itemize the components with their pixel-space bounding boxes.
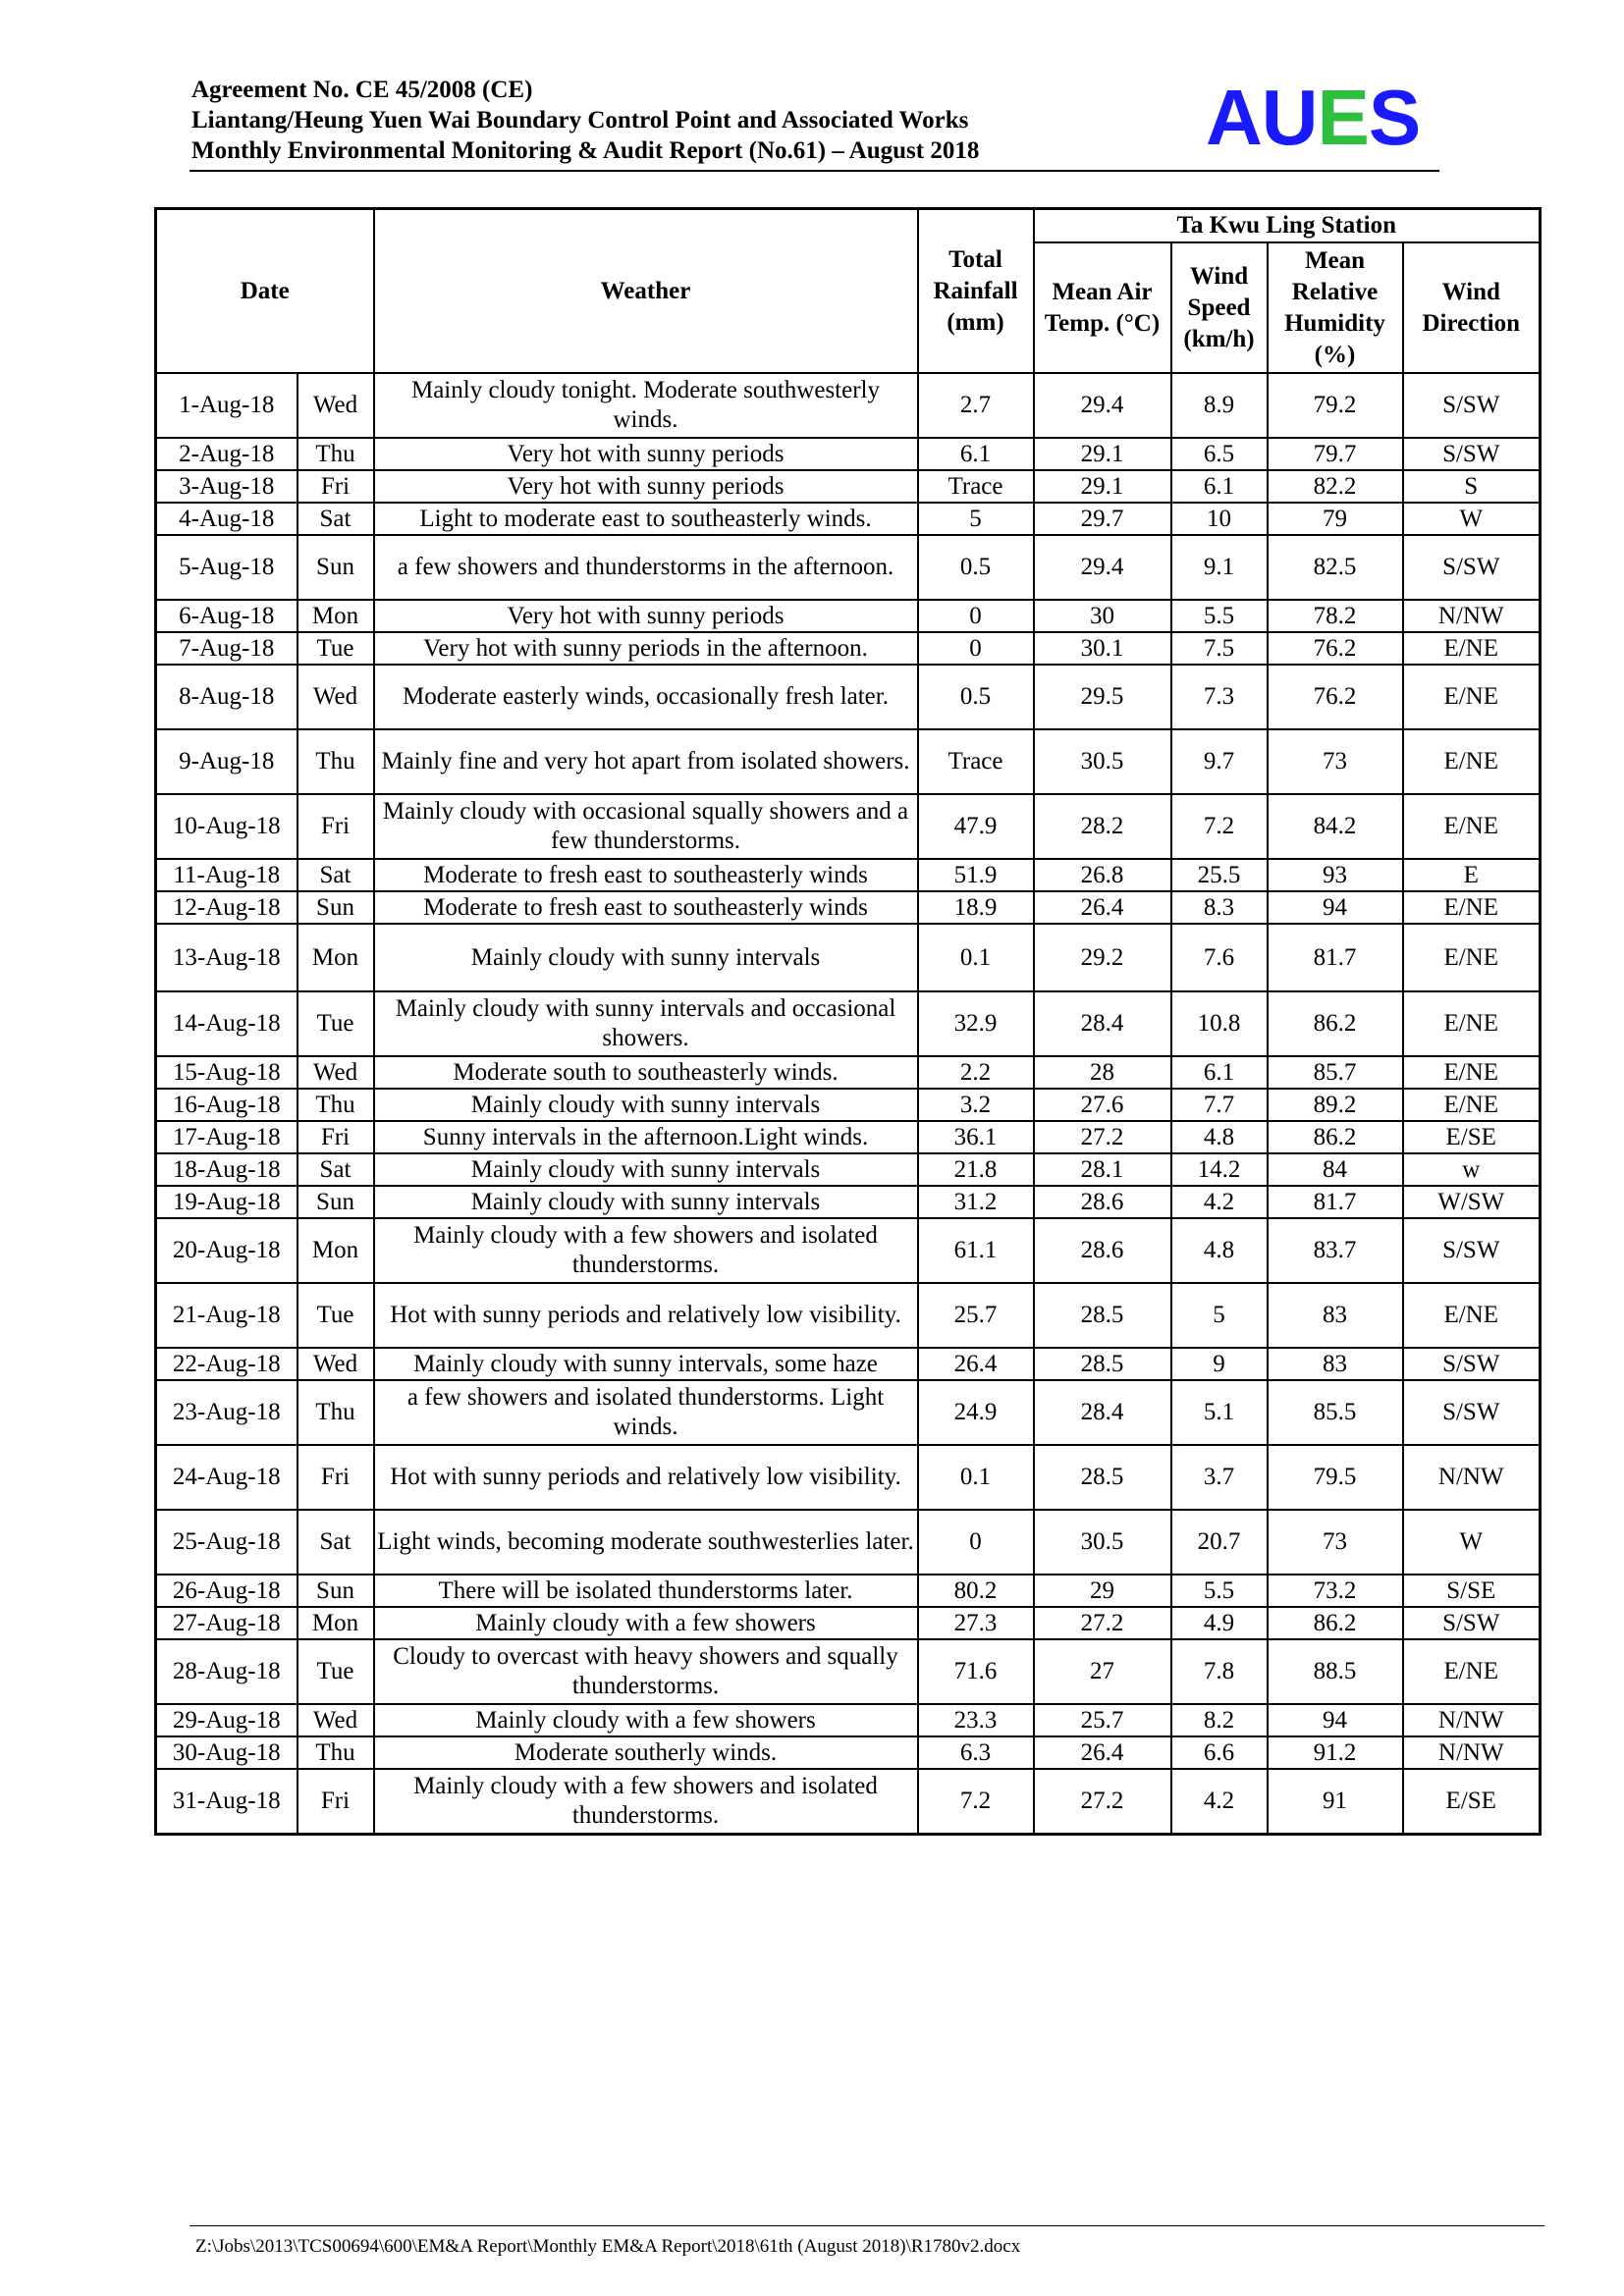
cell-wind-speed: 7.7 [1171,1089,1268,1121]
table-row [156,1186,1541,1218]
table-row [156,1121,1541,1153]
cell-rainfall: 61.1 [918,1218,1034,1283]
table-row [156,1380,1541,1445]
cell-wind-speed: 6.5 [1171,438,1268,470]
header-temp: Mean Air Temp. (°C) [1034,242,1171,373]
cell-wind-speed: 6.1 [1171,470,1268,503]
cell-rainfall: 36.1 [918,1121,1034,1153]
cell-weather: Very hot with sunny periods [374,470,918,503]
header-rainfall: Total Rainfall (mm) [918,209,1034,374]
cell-day: Thu [298,1380,374,1445]
cell-date: 9-Aug-18 [156,729,298,794]
cell-wind-direction: S/SW [1403,1607,1541,1639]
cell-wind-speed: 14.2 [1171,1153,1268,1186]
cell-day: Tue [298,1639,374,1704]
table-row [156,859,1541,891]
table-row [156,1283,1541,1348]
header-humidity: Mean Relative Humidity (%) [1268,242,1403,373]
cell-wind-direction: E/NE [1403,924,1541,991]
cell-date: 10-Aug-18 [156,794,298,859]
cell-temp: 27.2 [1034,1769,1171,1834]
cell-rainfall: 7.2 [918,1769,1034,1834]
table-row [156,891,1541,924]
cell-weather: Mainly cloudy with sunny intervals and occasional showers. [374,991,918,1056]
cell-temp: 25.7 [1034,1704,1171,1736]
cell-humidity: 83.7 [1268,1218,1403,1283]
cell-date: 1-Aug-18 [156,373,298,438]
cell-temp: 29 [1034,1575,1171,1607]
cell-wind-direction: E/NE [1403,991,1541,1056]
header-station: Ta Kwu Ling Station [1034,209,1541,243]
cell-temp: 28.4 [1034,1380,1171,1445]
cell-wind-direction: E/NE [1403,729,1541,794]
cell-humidity: 94 [1268,891,1403,924]
cell-weather: Very hot with sunny periods in the afternoon. [374,632,918,665]
cell-day: Thu [298,438,374,470]
cell-rainfall: 6.1 [918,438,1034,470]
table-row [156,438,1541,470]
cell-date: 23-Aug-18 [156,1380,298,1445]
cell-wind-speed: 4.2 [1171,1769,1268,1834]
cell-wind-direction: W [1403,503,1541,535]
cell-weather: Mainly cloudy with sunny intervals [374,1153,918,1186]
cell-day: Mon [298,1607,374,1639]
cell-wind-speed: 5.1 [1171,1380,1268,1445]
cell-humidity: 79.5 [1268,1445,1403,1510]
cell-rainfall: 6.3 [918,1736,1034,1769]
cell-temp: 26.8 [1034,859,1171,891]
cell-weather: There will be isolated thunderstorms later. [374,1575,918,1607]
cell-temp: 28.4 [1034,991,1171,1056]
cell-weather: Mainly cloudy with sunny intervals, some haze [374,1348,918,1380]
aues-logo: AUES [1206,74,1421,161]
table-row [156,1607,1541,1639]
cell-humidity: 73 [1268,1510,1403,1575]
cell-humidity: 76.2 [1268,632,1403,665]
table-row [156,991,1541,1056]
cell-rainfall: 0.1 [918,924,1034,991]
cell-date: 2-Aug-18 [156,438,298,470]
cell-temp: 28.1 [1034,1153,1171,1186]
cell-day: Mon [298,1218,374,1283]
cell-rainfall: 26.4 [918,1348,1034,1380]
cell-temp: 28.5 [1034,1348,1171,1380]
cell-rainfall: 0.5 [918,535,1034,600]
table-row [156,1704,1541,1736]
cell-date: 18-Aug-18 [156,1153,298,1186]
cell-wind-direction: S/SE [1403,1575,1541,1607]
cell-day: Sat [298,859,374,891]
cell-day: Sun [298,1575,374,1607]
cell-weather: Light winds, becoming moderate southwesterlies later. [374,1510,918,1575]
cell-wind-direction: W [1403,1510,1541,1575]
cell-day: Wed [298,665,374,729]
cell-rainfall: 0 [918,600,1034,632]
agreement-number: Agreement No. CE 45/2008 (CE) [191,77,533,103]
cell-date: 24-Aug-18 [156,1445,298,1510]
cell-date: 31-Aug-18 [156,1769,298,1834]
cell-weather: Moderate southerly winds. [374,1736,918,1769]
cell-date: 3-Aug-18 [156,470,298,503]
header-date: Date [156,209,374,374]
cell-date: 27-Aug-18 [156,1607,298,1639]
cell-weather: Moderate to fresh east to southeasterly winds [374,859,918,891]
cell-rainfall: 2.2 [918,1056,1034,1089]
cell-temp: 26.4 [1034,1736,1171,1769]
cell-humidity: 91.2 [1268,1736,1403,1769]
cell-date: 21-Aug-18 [156,1283,298,1348]
cell-weather: Moderate easterly winds, occasionally fresh later. [374,665,918,729]
header-weather: Weather [374,209,918,374]
cell-wind-speed: 4.9 [1171,1607,1268,1639]
cell-date: 12-Aug-18 [156,891,298,924]
cell-temp: 29.1 [1034,470,1171,503]
cell-wind-speed: 8.3 [1171,891,1268,924]
cell-wind-speed: 4.2 [1171,1186,1268,1218]
footer-file-path: Z:\Jobs\2013\TCS00694\600\EM&A Report\Monthly EM&A Report\2018\61th (August 2018)\R1780v2.docx [195,2236,1021,2257]
cell-wind-direction: N/NW [1403,1736,1541,1769]
cell-wind-direction: E/NE [1403,665,1541,729]
cell-wind-speed: 6.1 [1171,1056,1268,1089]
header-wind-direction: Wind Direction [1403,242,1541,373]
table-row [156,1769,1541,1834]
cell-wind-direction: N/NW [1403,1445,1541,1510]
cell-rainfall: 2.7 [918,373,1034,438]
cell-humidity: 81.7 [1268,1186,1403,1218]
table-row [156,665,1541,729]
cell-wind-direction: E/NE [1403,1056,1541,1089]
cell-wind-speed: 9.1 [1171,535,1268,600]
cell-temp: 28.6 [1034,1186,1171,1218]
cell-humidity: 82.5 [1268,535,1403,600]
cell-day: Thu [298,729,374,794]
cell-rainfall: 23.3 [918,1704,1034,1736]
cell-day: Fri [298,470,374,503]
table-row [156,729,1541,794]
cell-temp: 28.6 [1034,1218,1171,1283]
cell-temp: 29.2 [1034,924,1171,991]
cell-date: 16-Aug-18 [156,1089,298,1121]
cell-temp: 27 [1034,1639,1171,1704]
cell-humidity: 82.2 [1268,470,1403,503]
cell-rainfall: 71.6 [918,1639,1034,1704]
cell-temp: 27.2 [1034,1121,1171,1153]
cell-rainfall: 47.9 [918,794,1034,859]
cell-rainfall: 0.5 [918,665,1034,729]
cell-wind-speed: 6.6 [1171,1736,1268,1769]
cell-humidity: 79.2 [1268,373,1403,438]
cell-date: 22-Aug-18 [156,1348,298,1380]
cell-date: 28-Aug-18 [156,1639,298,1704]
cell-weather: Mainly cloudy with a few showers [374,1704,918,1736]
cell-wind-direction: N/NW [1403,600,1541,632]
cell-wind-direction: E/SE [1403,1769,1541,1834]
table-row [156,503,1541,535]
cell-weather: a few showers and thunderstorms in the afternoon. [374,535,918,600]
cell-humidity: 89.2 [1268,1089,1403,1121]
cell-rainfall: 21.8 [918,1153,1034,1186]
cell-wind-direction: E/NE [1403,1089,1541,1121]
cell-weather: Mainly cloudy with a few showers and isolated thunderstorms. [374,1769,918,1834]
table-row [156,1218,1541,1283]
cell-weather: Mainly fine and very hot apart from isolated showers. [374,729,918,794]
cell-temp: 29.5 [1034,665,1171,729]
cell-humidity: 78.2 [1268,600,1403,632]
table-row [156,1445,1541,1510]
table-row [156,1348,1541,1380]
weather-table [154,207,1542,1836]
cell-temp: 30.5 [1034,1510,1171,1575]
cell-day: Fri [298,1769,374,1834]
cell-temp: 27.2 [1034,1607,1171,1639]
cell-rainfall: 3.2 [918,1089,1034,1121]
cell-day: Thu [298,1089,374,1121]
cell-weather: Mainly cloudy with occasional squally showers and a few thunderstorms. [374,794,918,859]
table-row [156,535,1541,600]
cell-rainfall: 80.2 [918,1575,1034,1607]
cell-temp: 28.5 [1034,1445,1171,1510]
header-divider [189,170,1439,172]
cell-temp: 28.2 [1034,794,1171,859]
table-row [156,1510,1541,1575]
cell-date: 13-Aug-18 [156,924,298,991]
cell-temp: 29.7 [1034,503,1171,535]
cell-humidity: 85.5 [1268,1380,1403,1445]
cell-weather: Mainly cloudy with sunny intervals [374,1089,918,1121]
project-title: Liantang/Heung Yuen Wai Boundary Control Point and Associated Works [191,107,969,133]
cell-day: Sat [298,1510,374,1575]
cell-humidity: 83 [1268,1283,1403,1348]
cell-date: 6-Aug-18 [156,600,298,632]
table-row [156,632,1541,665]
cell-humidity: 86.2 [1268,1121,1403,1153]
cell-date: 14-Aug-18 [156,991,298,1056]
table-row [156,924,1541,991]
cell-humidity: 81.7 [1268,924,1403,991]
cell-day: Sun [298,1186,374,1218]
cell-weather: Hot with sunny periods and relatively low visibility. [374,1445,918,1510]
cell-wind-direction: E/NE [1403,1639,1541,1704]
cell-day: Fri [298,794,374,859]
cell-humidity: 73.2 [1268,1575,1403,1607]
cell-humidity: 83 [1268,1348,1403,1380]
cell-temp: 27.6 [1034,1089,1171,1121]
cell-wind-speed: 5.5 [1171,1575,1268,1607]
cell-date: 11-Aug-18 [156,859,298,891]
cell-day: Wed [298,1056,374,1089]
cell-temp: 30 [1034,600,1171,632]
cell-wind-speed: 4.8 [1171,1218,1268,1283]
cell-rainfall: 32.9 [918,991,1034,1056]
cell-wind-speed: 4.8 [1171,1121,1268,1153]
cell-day: Wed [298,1348,374,1380]
cell-date: 25-Aug-18 [156,1510,298,1575]
cell-wind-direction: E [1403,859,1541,891]
cell-day: Tue [298,991,374,1056]
cell-wind-speed: 9.7 [1171,729,1268,794]
cell-temp: 29.4 [1034,535,1171,600]
cell-rainfall: 18.9 [918,891,1034,924]
cell-wind-direction: w [1403,1153,1541,1186]
cell-humidity: 76.2 [1268,665,1403,729]
cell-weather: a few showers and isolated thunderstorms. Light winds. [374,1380,918,1445]
cell-wind-direction: E/NE [1403,632,1541,665]
cell-wind-speed: 8.2 [1171,1704,1268,1736]
cell-date: 26-Aug-18 [156,1575,298,1607]
table-row [156,470,1541,503]
cell-day: Mon [298,924,374,991]
header-wind-speed: Wind Speed (km/h) [1171,242,1268,373]
cell-temp: 28.5 [1034,1283,1171,1348]
cell-wind-direction: W/SW [1403,1186,1541,1218]
cell-humidity: 93 [1268,859,1403,891]
cell-date: 5-Aug-18 [156,535,298,600]
report-title: Monthly Environmental Monitoring & Audit Report (No.61) – August 2018 [191,137,980,164]
cell-rainfall: 27.3 [918,1607,1034,1639]
cell-day: Sat [298,503,374,535]
cell-rainfall: Trace [918,729,1034,794]
cell-date: 20-Aug-18 [156,1218,298,1283]
cell-temp: 30.5 [1034,729,1171,794]
cell-wind-direction: S/SW [1403,1218,1541,1283]
cell-wind-direction: E/NE [1403,1283,1541,1348]
cell-wind-speed: 7.5 [1171,632,1268,665]
cell-temp: 29.4 [1034,373,1171,438]
cell-rainfall: 0 [918,632,1034,665]
cell-wind-direction: S/SW [1403,438,1541,470]
cell-humidity: 91 [1268,1769,1403,1834]
cell-rainfall: 0.1 [918,1445,1034,1510]
cell-rainfall: 31.2 [918,1186,1034,1218]
table-row [156,1736,1541,1769]
weather-rows [156,373,1541,1834]
cell-date: 17-Aug-18 [156,1121,298,1153]
cell-weather: Very hot with sunny periods [374,438,918,470]
cell-humidity: 73 [1268,729,1403,794]
cell-date: 19-Aug-18 [156,1186,298,1218]
cell-wind-direction: S [1403,470,1541,503]
table-row [156,1153,1541,1186]
cell-date: 29-Aug-18 [156,1704,298,1736]
cell-rainfall: 51.9 [918,859,1034,891]
cell-date: 30-Aug-18 [156,1736,298,1769]
cell-rainfall: Trace [918,470,1034,503]
cell-humidity: 88.5 [1268,1639,1403,1704]
cell-date: 7-Aug-18 [156,632,298,665]
cell-humidity: 86.2 [1268,991,1403,1056]
cell-rainfall: 5 [918,503,1034,535]
cell-weather: Moderate south to southeasterly winds. [374,1056,918,1089]
cell-weather: Moderate to fresh east to southeasterly winds [374,891,918,924]
cell-rainfall: 24.9 [918,1380,1034,1445]
cell-wind-speed: 3.7 [1171,1445,1268,1510]
cell-wind-speed: 5.5 [1171,600,1268,632]
cell-day: Sat [298,1153,374,1186]
cell-wind-speed: 7.3 [1171,665,1268,729]
cell-day: Sun [298,891,374,924]
table-row [156,1089,1541,1121]
cell-weather: Light to moderate east to southeasterly winds. [374,503,918,535]
cell-temp: 28 [1034,1056,1171,1089]
cell-wind-direction: E/NE [1403,891,1541,924]
cell-wind-speed: 20.7 [1171,1510,1268,1575]
cell-humidity: 94 [1268,1704,1403,1736]
cell-weather: Very hot with sunny periods [374,600,918,632]
cell-humidity: 79.7 [1268,438,1403,470]
cell-rainfall: 25.7 [918,1283,1034,1348]
cell-day: Wed [298,1704,374,1736]
cell-wind-direction: E/SE [1403,1121,1541,1153]
table-row [156,373,1541,438]
cell-wind-direction: N/NW [1403,1704,1541,1736]
cell-day: Sun [298,535,374,600]
cell-temp: 29.1 [1034,438,1171,470]
cell-humidity: 86.2 [1268,1607,1403,1639]
cell-weather: Mainly cloudy with sunny intervals [374,1186,918,1218]
cell-wind-direction: S/SW [1403,535,1541,600]
cell-day: Mon [298,600,374,632]
cell-day: Wed [298,373,374,438]
cell-weather: Mainly cloudy with a few showers and isolated thunderstorms. [374,1218,918,1283]
cell-date: 4-Aug-18 [156,503,298,535]
cell-weather: Mainly cloudy tonight. Moderate southwesterly winds. [374,373,918,438]
cell-day: Thu [298,1736,374,1769]
cell-day: Fri [298,1445,374,1510]
cell-date: 8-Aug-18 [156,665,298,729]
cell-wind-speed: 7.2 [1171,794,1268,859]
cell-weather: Cloudy to overcast with heavy showers and squally thunderstorms. [374,1639,918,1704]
cell-wind-speed: 8.9 [1171,373,1268,438]
cell-temp: 26.4 [1034,891,1171,924]
cell-wind-speed: 10.8 [1171,991,1268,1056]
cell-wind-direction: E/NE [1403,794,1541,859]
cell-temp: 30.1 [1034,632,1171,665]
cell-wind-speed: 5 [1171,1283,1268,1348]
cell-wind-speed: 7.8 [1171,1639,1268,1704]
table-row [156,600,1541,632]
footer-divider [189,2225,1544,2226]
cell-wind-direction: S/SW [1403,1348,1541,1380]
cell-wind-direction: S/SW [1403,373,1541,438]
cell-weather: Mainly cloudy with sunny intervals [374,924,918,991]
cell-weather: Mainly cloudy with a few showers [374,1607,918,1639]
cell-humidity: 85.7 [1268,1056,1403,1089]
cell-rainfall: 0 [918,1510,1034,1575]
cell-humidity: 84.2 [1268,794,1403,859]
cell-day: Tue [298,632,374,665]
cell-wind-speed: 10 [1171,503,1268,535]
table-row [156,794,1541,859]
cell-humidity: 79 [1268,503,1403,535]
table-row [156,1056,1541,1089]
table-row [156,1639,1541,1704]
cell-day: Tue [298,1283,374,1348]
cell-weather: Sunny intervals in the afternoon.Light winds. [374,1121,918,1153]
cell-date: 15-Aug-18 [156,1056,298,1089]
cell-wind-speed: 25.5 [1171,859,1268,891]
cell-wind-speed: 7.6 [1171,924,1268,991]
cell-weather: Hot with sunny periods and relatively low visibility. [374,1283,918,1348]
cell-wind-direction: S/SW [1403,1380,1541,1445]
cell-day: Fri [298,1121,374,1153]
cell-humidity: 84 [1268,1153,1403,1186]
cell-wind-speed: 9 [1171,1348,1268,1380]
table-row [156,1575,1541,1607]
